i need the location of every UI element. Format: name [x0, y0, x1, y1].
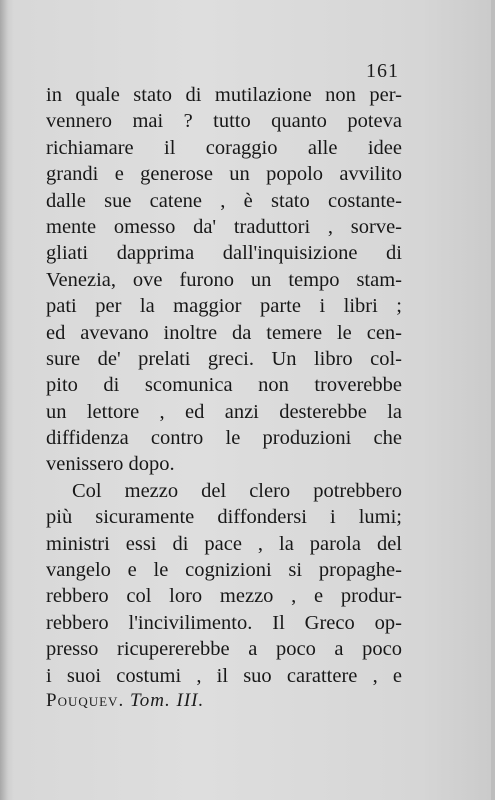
text-line: rebbero col loro mezzo , e produr-: [46, 585, 402, 608]
text-line: sure de' prelati greci. Un libro col-: [46, 347, 402, 370]
footer-author: Pouquev.: [46, 690, 125, 711]
text-line: in quale stato di mutilazione non per-: [46, 84, 402, 106]
text-line: pati per la maggior parte i libri ;: [46, 295, 402, 318]
text-line: diffidenza contro le produzioni che: [46, 427, 402, 450]
page-right-edge: [491, 0, 495, 800]
paragraph-2: [46, 478, 402, 689]
footer-volume: Tom. III.: [129, 690, 205, 711]
text-line: ed avevano inoltre da temere le cen-: [46, 321, 402, 344]
text-line: vennero mai ? tutto quanto poteva: [46, 110, 402, 133]
paragraph-1: [46, 82, 402, 478]
text-line: Col mezzo del clero potrebbero: [72, 479, 402, 502]
text-line: rebbero l'incivilimento. Il Greco op-: [46, 611, 402, 634]
body-text: [46, 82, 402, 689]
text-line: presso ricupererebbe a poco a poco: [46, 638, 402, 661]
text-line: più sicuramente diffondersi i lumi;: [46, 506, 402, 529]
text-line: mente omesso da' traduttori , sorve-: [46, 215, 402, 238]
page-number: 161: [366, 60, 399, 82]
text-line: venissero dopo.: [46, 453, 175, 476]
signature-line: [46, 690, 204, 712]
text-line: Venezia, ove furono un tempo stam-: [46, 268, 402, 291]
text-line: gliati dapprima dall'inquisizione di: [46, 242, 402, 265]
text-line: pito di scomunica non troverebbe: [46, 374, 402, 397]
text-line: richiamare il coraggio alle idee: [46, 136, 402, 159]
page-left-edge: [0, 0, 8, 800]
text-line: i suoi costumi , il suo carattere , e: [46, 664, 402, 687]
text-line: vangelo e le cognizioni si propaghe-: [46, 559, 402, 582]
text-line: grandi e generose un popolo avvilito: [46, 163, 402, 186]
text-line: ministri essi di pace , la parola del: [46, 532, 402, 555]
text-line: un lettore , ed anzi desterebbe la: [46, 400, 402, 423]
text-line: dalle sue catene , è stato costante-: [46, 189, 402, 212]
